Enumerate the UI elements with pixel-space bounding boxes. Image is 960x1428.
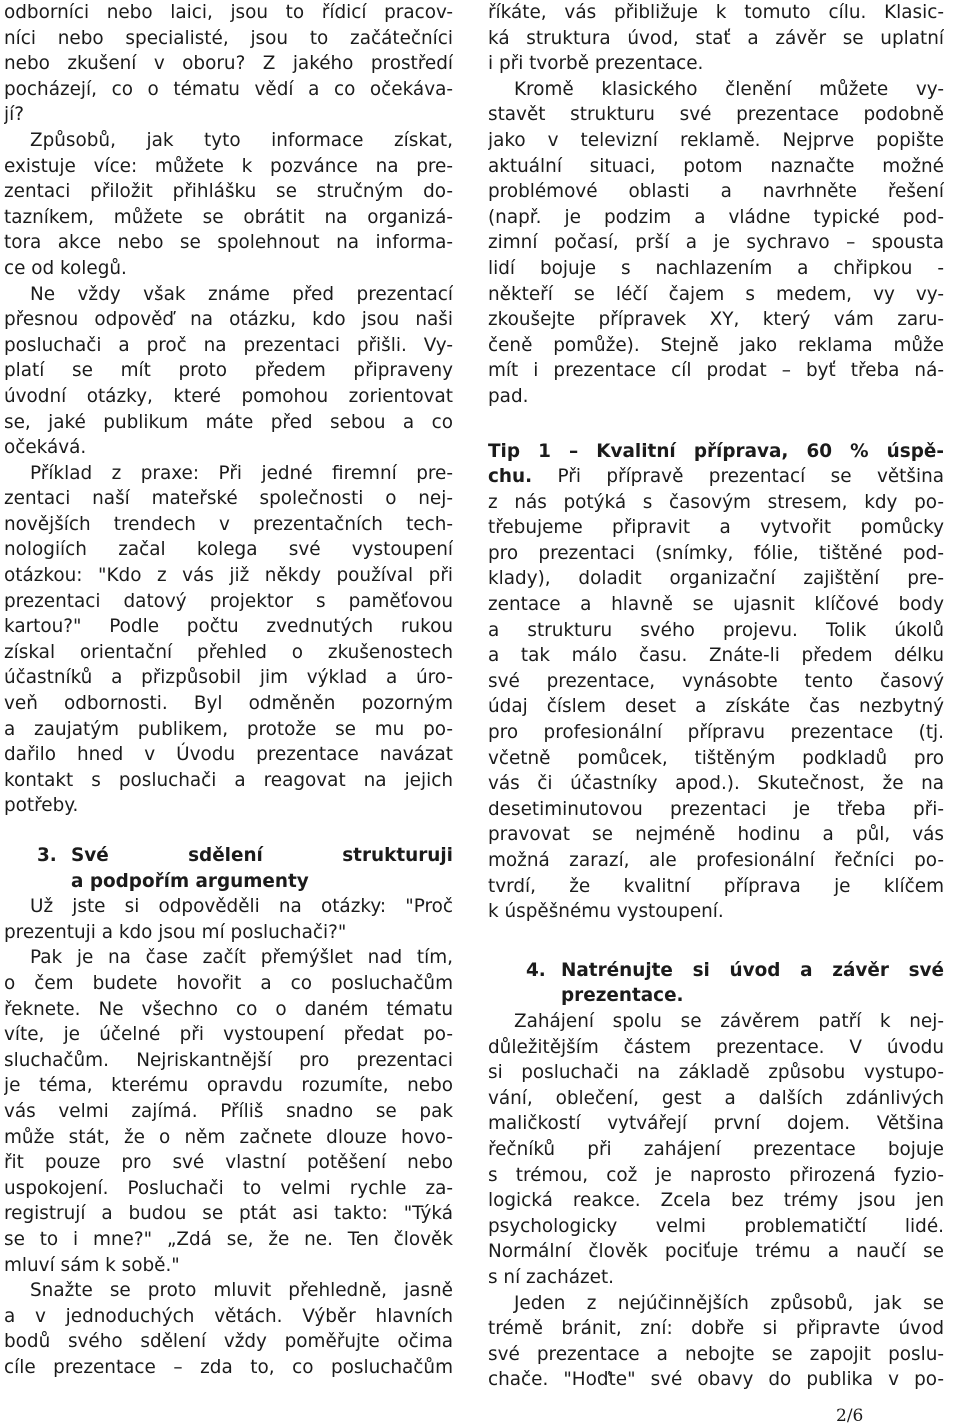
text-line: jako v televizní reklamě. Nejprve popište (488, 129, 944, 151)
text-line: maličkostí vytvářejí první dojem. Většina (488, 1113, 944, 1135)
section-title-line: Své sdělení strukturuji (71, 845, 453, 866)
text-line: k úspěšnému vystoupení. (488, 901, 724, 923)
text-line: vás či účastníky apod.). Skutečnost, že na (488, 773, 944, 795)
text-line: bodů svého sdělení vždy poměřujte očima (4, 1331, 453, 1353)
text-line: Pak je na čase začít přemýšlet nad tím, (30, 947, 453, 969)
text-line: účastníků a přizpůsobil jim výklad a úro- (4, 667, 453, 689)
text-line: sluchačům. Nejriskantnější pro prezentaci (4, 1049, 453, 1071)
paragraph-what-to-say (4, 945, 453, 1278)
text-line: přesnou odpověď na otázku, kdo jsou naši (4, 309, 453, 331)
paragraph-audience-questions (4, 0, 453, 128)
paragraph-speak-clearly (4, 1278, 453, 1380)
text-line: a zaujatým publikem, protože se mu po- (4, 718, 453, 740)
text-line: získal orientační přehled o zkušenostech (4, 641, 453, 663)
text-line: klady), doladit organizační zajištění pre- (488, 568, 944, 590)
text-line: zentaci naší mateřské společnosti o nej- (4, 488, 453, 510)
text-line: Snažte se proto mluvit přehledně, jasně (30, 1280, 453, 1302)
paragraph-ways-to-get-info (4, 128, 453, 282)
text-line: ce od kolegů. (4, 257, 127, 279)
paragraph-stage-fright (488, 1291, 944, 1393)
tip-first-line (488, 464, 944, 490)
text-line: stavět strukturu své prezentace podobně (488, 104, 944, 126)
text-line: odborníci nebo laici, jsou to řídicí pracov- (4, 2, 453, 23)
section-title-line: a podpořím argumenty (71, 870, 309, 892)
text-line: psychologicky velmi problematičtí lidé. (488, 1215, 944, 1237)
section-title-line: Natrénujte si úvod a závěr své (561, 959, 944, 981)
text-line: Kromě klasického členění můžete vy- (514, 78, 944, 100)
text-line: s trémou, což je naprosto přirozená fyzio- (488, 1164, 944, 1186)
text-line: z nás potýká s časovým stresem, kdy po- (488, 491, 944, 513)
text-line: registrují a budou se ptát asi takto: "Týká (4, 1203, 453, 1225)
text-line: pad. (488, 385, 529, 407)
text-line: cíle prezentace – zda to, co posluchačům (4, 1356, 453, 1378)
text-line: řeknete. Ne všechno co o daném tématu (4, 998, 453, 1020)
text-line: problémové oblasti a navrhněte řešení (488, 181, 944, 203)
text-line: říkáte, vás přibližuje k tomuto cílu. Klasic- (488, 2, 944, 23)
text-line: (např. je podzim a vládne typické pod- (488, 206, 944, 228)
section-number: 4. (526, 959, 546, 981)
text-line: Ne vždy však známe před prezentací (30, 283, 453, 305)
text-line: desetiminutovou prezentaci je třeba při- (488, 798, 944, 820)
text-line: existuje více: můžete k pozvánce na pre- (4, 155, 453, 177)
tip-box (488, 439, 944, 925)
text-line: lidí bojuje s nachlazením a chřipkou - (488, 257, 944, 279)
text-line: své prezentace, vynásobte tento časový (488, 670, 944, 692)
text-line: potřeby. (4, 795, 79, 817)
text-line: aktuální situaci, potom naznačte možné (488, 155, 944, 177)
text-line: řečníků při zahájení prezentace bojuje (488, 1138, 944, 1160)
text-line: posluchači a proč na prezentaci přišli. Vy- (4, 334, 453, 356)
paragraph-opening-and-closing (488, 1009, 944, 1291)
text-line: své prezentace a nebojte se zapojit poslu- (488, 1343, 944, 1365)
text-line: tora akce nebo se spolehnout na informa- (4, 232, 453, 254)
text-line: kartou?" Podle počtu zvednutých rukou (4, 616, 453, 638)
tip-title-end: chu. (488, 466, 533, 488)
text-line: Příklad z praxe: Při jedné firemní pre- (30, 462, 453, 484)
text-line: novějších trendech v prezentačních tech- (4, 513, 453, 535)
text-line: včetně pomůcek, tištěným podkladů pro (488, 747, 944, 769)
text-line: údaj číslem deset a získáte čas nezbytný (488, 696, 944, 718)
text-line: Jeden z nejúčinnějších způsobů, jak se (514, 1292, 944, 1314)
text-line: Zahájení spolu se závěrem patří k nej- (514, 1010, 944, 1032)
text-line: níci nebo specialisté, jsou to začátečníci (4, 27, 453, 49)
left-column (4, 0, 453, 1380)
text-line: jí? (4, 104, 24, 126)
text-line: pocházejí, co o tématu vědí a co očekáva- (4, 78, 453, 100)
paragraph-classic-structure (488, 0, 944, 77)
text-line: kontakt s posluchači a reagovat na jejich (4, 769, 453, 791)
text-line: Normální člověk pociťuje trému a naučí se (488, 1241, 944, 1263)
section-heading-4 (488, 958, 944, 1009)
paragraph-answered-questions (4, 894, 453, 945)
text-line: očekává. (4, 437, 87, 459)
text-line: mít i prezentace cíl prodat – byť třeba ná- (488, 360, 944, 382)
text-line: může stát, že o něm začnete dlouze hovo- (4, 1126, 453, 1148)
text-line: zentaci přiložit přihlášku se stručným do- (4, 181, 453, 203)
tip-first-line-text: Při přípravě prezentací se většina (532, 466, 944, 488)
text-line: zkoušejte přípravek XY, který vám zaru- (488, 309, 944, 331)
text-line: nologiích začal kolega své vystoupení (4, 539, 453, 561)
text-line: se to i mne?" „Zdá se, že ne. Ten člověk (4, 1228, 453, 1250)
text-line: i při tvorbě prezentace. (488, 53, 704, 75)
text-line: o čem budete hovořit a co posluchačům (4, 972, 453, 994)
text-line: pro prezentaci (snímky, fólie, tištěné pod- (488, 542, 944, 564)
section-title-line: prezentace. (561, 985, 684, 1007)
paragraph-tv-ad-structure (488, 77, 944, 410)
text-line: prezentaci datový projektor s paměťovou (4, 590, 453, 612)
text-line: chače. "Hoďte" své obavy do publika v po- (488, 1369, 944, 1391)
text-line: veň odbornosti. Byl odměněn pozorným (4, 693, 453, 715)
text-line: otázkou: "Kdo z vás již někdy používal při (4, 565, 453, 587)
right-column (488, 0, 944, 1393)
text-line: mluví sám k sobě." (4, 1254, 180, 1276)
text-line: zentace a hlavně se ujasnit klíčové body (488, 594, 944, 616)
text-line: pravovat se nejméně hodinu a půl, vás (488, 824, 944, 846)
text-line: je téma, kterému opravdu rozumíte, nebo (4, 1075, 453, 1097)
paragraph-practice-example (4, 461, 453, 819)
text-line: s ní zacházet. (488, 1266, 615, 1288)
text-line: prezentuji a kdo jsou mí posluchači?" (4, 921, 347, 943)
text-line: se, jaké publikum máte před sebou a co (4, 411, 453, 433)
tip-title: Tip 1 – Kvalitní příprava, 60 % úspě- (488, 440, 944, 462)
text-line: úvodní otázky, které pomohou zorientovat (4, 385, 453, 407)
text-line: logická reakce. Zcela bez trémy jsou jen (488, 1190, 944, 1212)
text-line: si posluchači na základě způsobu vystupo- (488, 1062, 944, 1084)
text-line: čeně pomůže). Stejně jako reklama může (488, 334, 944, 356)
text-line: třebujeme připravit a vytvořit pomůcky (488, 517, 944, 539)
text-line: a strukturu svého projevu. Tolik úkolů (488, 619, 944, 641)
text-line: dařilo hned v Úvodu prezentace navázat (4, 744, 453, 766)
text-line: pro profesionální přípravu prezentace (tj. (488, 722, 944, 744)
text-line: Už jste si odpověděli na otázky: "Proč (30, 896, 453, 918)
paragraph-opening-questions (4, 282, 453, 461)
text-line: nebo zkušení v oboru? Z jakého prostředí (4, 53, 453, 75)
text-line: důležitějším částem prezentace. V úvodu (488, 1036, 944, 1058)
text-line: a tak málo času. Znáte-li předem délku (488, 645, 944, 667)
text-line: řit pouze pro své vlastní potěšení nebo (4, 1152, 453, 1174)
section-number: 3. (37, 845, 57, 866)
text-line: tazníkem, můžete se obrátit na organizá- (4, 206, 453, 228)
text-line: Způsobů, jak tyto informace získat, (30, 129, 453, 151)
text-line: vás velmi zajímá. Příliš snadno se pak (4, 1100, 453, 1122)
text-line: vání, oblečení, gest a dalších zdánlivých (488, 1087, 944, 1109)
text-line: někteří se léčí čajem s medem, vy vy- (488, 283, 944, 305)
text-line: uspokojení. Posluchači to velmi rychle za- (4, 1177, 453, 1199)
text-line: možná zarazí, ale profesionální řečníci po- (488, 850, 944, 871)
text-line: trémě bránit, zní: dobře si připravte úvod (488, 1318, 944, 1340)
text-line: tvrdí, že kvalitní příprava je klíčem (488, 875, 944, 897)
text-line: a v jednoduchých větách. Výběr hlavních (4, 1305, 453, 1327)
text-line: zimní počasí, prší a je sychravo – spousta (488, 232, 944, 254)
text-line: platí se mít proto předem připraveny (4, 360, 453, 382)
text-line: víte, je účelné při vystoupení předat po- (4, 1024, 453, 1046)
page-number: 2/6 (836, 1406, 864, 1426)
section-heading-3 (4, 843, 453, 894)
text-line: ká struktura úvod, stať a závěr se uplatní (488, 27, 944, 49)
